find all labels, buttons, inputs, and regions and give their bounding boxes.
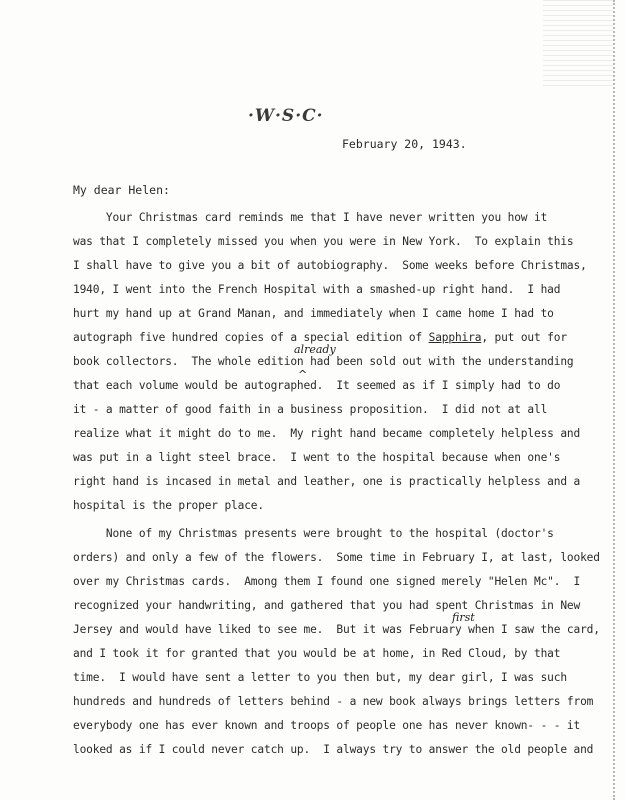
body-line-17: recognized your handwriting, and gathered that you had spent Christmas in New [73, 599, 581, 612]
handwritten-already: already [294, 343, 336, 356]
body-line-14: None of my Christmas presents were brought to the hospital (doctor's [73, 527, 554, 540]
scan-artifact-top [543, 0, 613, 90]
body-line-18: Jersey and would have liked to see me. But it was February when I saw the card, [73, 623, 600, 636]
body-line-6-text: autograph five hundred copies of a special edition of [73, 331, 429, 344]
body-line-23: looked as if I could never catch up. I always try to answer the old people and [73, 743, 594, 756]
handwritten-first: first [452, 611, 475, 624]
body-line-3: I shall have to give you a bit of autobiography. Some weeks before Christmas, [73, 259, 587, 272]
insertion-caret: ^ [298, 368, 308, 381]
book-title-sapphira: Sapphira [428, 331, 482, 344]
body-line-2: was that I completely missed you when you were in New York. To explain this [73, 235, 574, 248]
body-line-1: Your Christmas card reminds me that I have never written you how it [73, 211, 548, 224]
letter-date: February 20, 1943. [342, 137, 467, 151]
body-line-7: book collectors. The whole edition had been sold out with the understanding [73, 355, 574, 368]
body-line-15: orders) and only a few of the flowers. Some time in February I, at last, looked [73, 551, 600, 564]
body-line-19: and I took it for granted that you would be at home, in Red Cloud, by that [73, 647, 561, 660]
body-line-10: realize what it might do to me. My right hand became completely helpless and [73, 427, 581, 440]
body-line-20: time. I would have sent a letter to you then but, my dear girl, I was such [73, 671, 567, 684]
body-line-13: hospital is the proper place. [73, 499, 264, 512]
body-line-6-tail: , put out for [481, 331, 567, 344]
body-line-8: that each volume would be autographed. It seemed as if I simply had to do [73, 379, 561, 392]
body-line-12: right hand is incased in metal and leather, one is practically helpless and a [73, 475, 581, 488]
body-line-11: was put in a light steel brace. I went to the hospital because when one's [73, 451, 561, 464]
letterhead-monogram: ·W·S·C· [248, 106, 324, 126]
body-line-16: over my Christmas cards. Among them I found one signed merely "Helen Mc". I [73, 575, 581, 588]
salutation: My dear Helen: [73, 183, 170, 197]
body-line-4: 1940, I went into the French Hospital with a smashed-up right hand. I had [73, 283, 561, 296]
body-line-21: hundreds and hundreds of letters behind - a new book always brings letters from [73, 695, 594, 708]
body-line-22: everybody one has ever known and troops of people one has never known- - - it [73, 719, 581, 732]
scan-artifact-edge [609, 0, 615, 800]
body-line-9: it - a matter of good faith in a business proposition. I did not at all [73, 403, 548, 416]
body-line-5: hurt my hand up at Grand Manan, and immediately when I came home I had to [73, 307, 554, 320]
